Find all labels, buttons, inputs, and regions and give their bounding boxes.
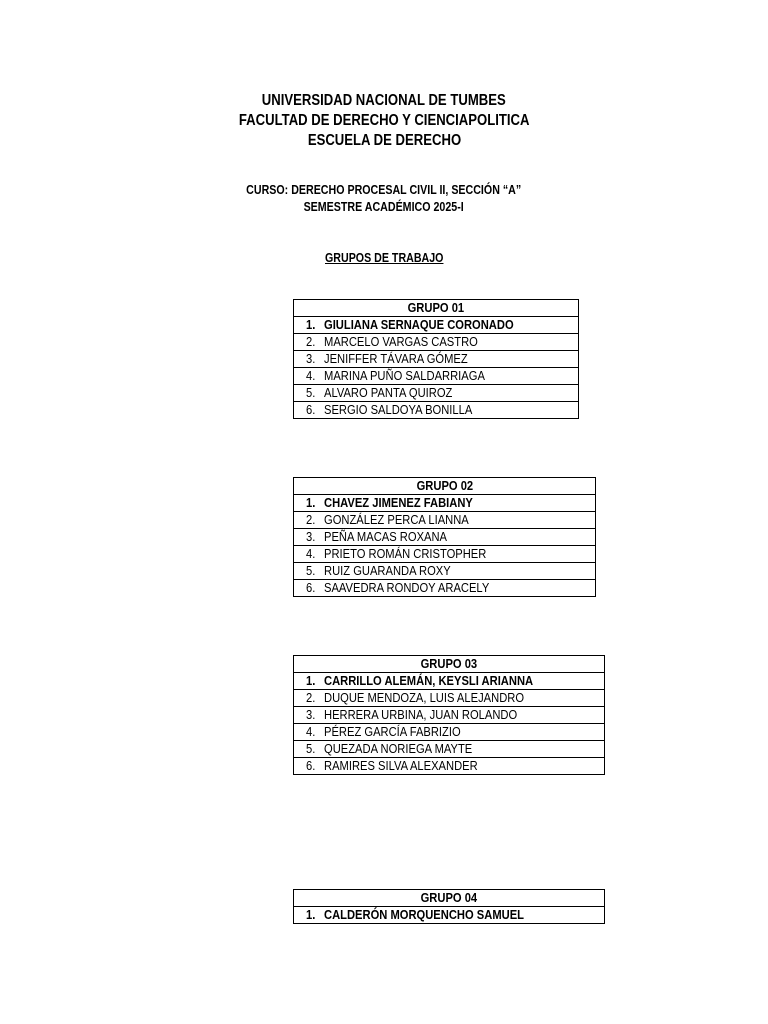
table-row: 6. RAMIRES SILVA ALEXANDER [294,758,605,775]
university-title: UNIVERSIDAD NACIONAL DE TUMBES [262,92,506,109]
group-title: GRUPO 02 [294,478,596,495]
table-row: 2. GONZÁLEZ PERCA LIANNA [294,512,596,529]
table-row: 3. PEÑA MACAS ROXANA [294,529,596,546]
faculty-title: FACULTAD DE DERECHO Y CIENCIAPOLITICA [238,112,530,129]
table-row: 4. MARINA PUÑO SALDARRIAGA [294,368,579,385]
table-row: 1. GIULIANA SERNAQUE CORONADO [294,317,579,334]
school-title: ESCUELA DE DERECHO [307,132,461,149]
table-row: 4. PÉREZ GARCÍA FABRIZIO [294,724,605,741]
group-title: GRUPO 01 [294,300,579,317]
group-table-01 [293,299,579,419]
table-row: 6. SERGIO SALDOYA BONILLA [294,402,579,419]
group-title: GRUPO 03 [294,656,605,673]
group-table-04 [293,889,605,924]
group-table-03 [293,655,605,775]
table-row: 1. CALDERÓN MORQUENCHO SAMUEL [294,907,605,924]
table-row: 3. HERRERA URBINA, JUAN ROLANDO [294,707,605,724]
table-row: 1. CARRILLO ALEMÁN, KEYSLI ARIANNA [294,673,605,690]
table-row: 3. JENIFFER TÁVARA GÓMEZ [294,351,579,368]
group-title: GRUPO 04 [294,890,605,907]
table-row: 5. RUIZ GUARANDA ROXY [294,563,596,580]
table-row: 5. QUEZADA NORIEGA MAYTE [294,741,605,758]
table-row: 2. MARCELO VARGAS CASTRO [294,334,579,351]
table-row: 5. ALVARO PANTA QUIROZ [294,385,579,402]
table-row: 4. PRIETO ROMÁN CRISTOPHER [294,546,596,563]
group-table-02 [293,477,596,597]
section-title: GRUPOS DE TRABAJO [324,250,444,265]
semester-line: SEMESTRE ACADÉMICO 2025-I [303,199,465,214]
table-row: 1. CHAVEZ JIMENEZ FABIANY [294,495,596,512]
course-line: CURSO: DERECHO PROCESAL CIVIL II, SECCIÓN “A” [246,182,522,197]
table-row: 6. SAAVEDRA RONDOY ARACELY [294,580,596,597]
table-row: 2. DUQUE MENDOZA, LUIS ALEJANDRO [294,690,605,707]
